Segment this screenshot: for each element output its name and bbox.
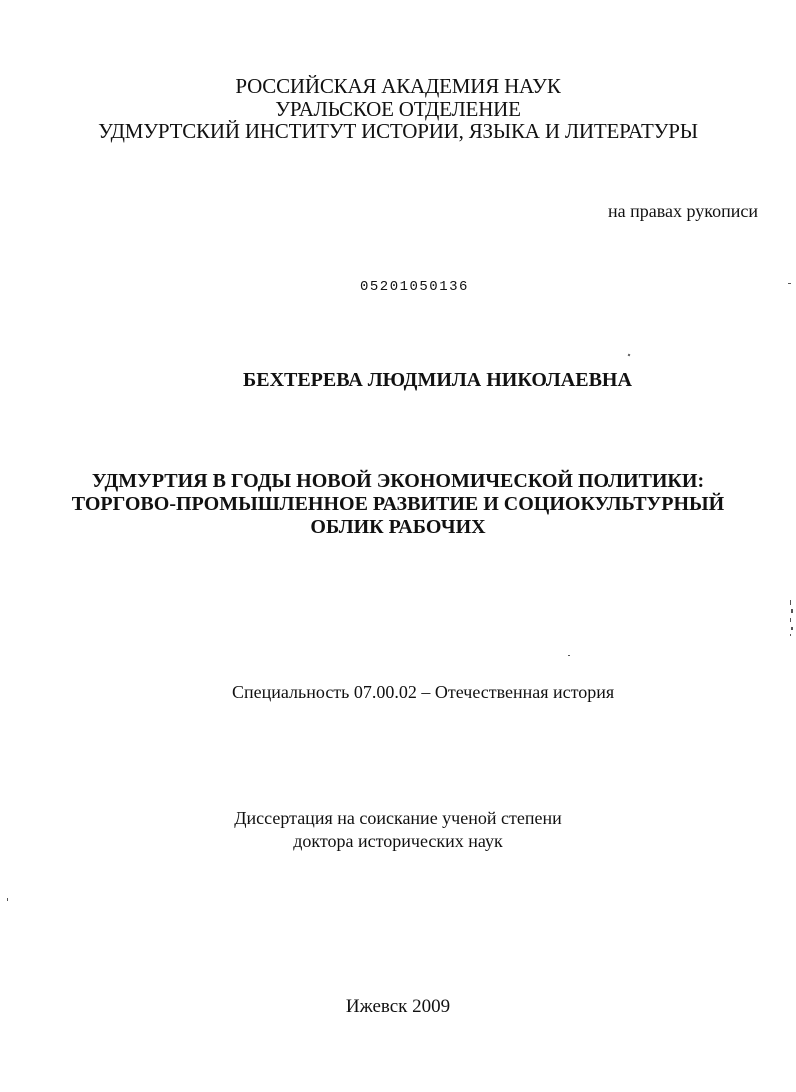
scan-speck bbox=[790, 600, 791, 605]
header-line-branch: УРАЛЬСКОЕ ОТДЕЛЕНИЕ bbox=[275, 97, 521, 121]
scan-speck bbox=[790, 634, 791, 636]
header-line-academy: РОССИЙСКАЯ АКАДЕМИЯ НАУК bbox=[235, 74, 561, 98]
degree-line-1: Диссертация на соискание ученой степени bbox=[234, 808, 562, 828]
title-line-3: ОБЛИК РАБОЧИХ bbox=[310, 516, 486, 538]
scan-speck bbox=[7, 898, 8, 901]
scan-speck bbox=[791, 627, 793, 630]
rights-note: на правах рукописи bbox=[608, 201, 758, 221]
degree-line-2: доктора исторических наук bbox=[293, 831, 503, 851]
scan-speck bbox=[790, 618, 791, 622]
author-name: БЕХТЕРЕВА ЛЮДМИЛА НИКОЛАЕВНА bbox=[243, 369, 632, 391]
place-and-year: Ижевск 2009 bbox=[345, 996, 451, 1017]
specialty-line: Специальность 07.00.02 – Отечественная история bbox=[232, 682, 615, 702]
title-line-2: ТОРГОВО-ПРОМЫШЛЕННОЕ РАЗВИТИЕ И СОЦИОКУЛЬТУРНЫЙ bbox=[71, 493, 725, 515]
registry-code: 05201050136 bbox=[360, 279, 469, 295]
scan-speck bbox=[568, 655, 570, 656]
header-line-institute: УДМУРТСКИЙ ИНСТИТУТ ИСТОРИИ, ЯЗЫКА И ЛИТЕРАТУРЫ bbox=[98, 119, 698, 143]
scan-speck bbox=[788, 283, 791, 284]
scan-speck bbox=[791, 609, 793, 613]
title-line-1: УДМУРТИЯ В ГОДЫ НОВОЙ ЭКОНОМИЧЕСКОЙ ПОЛИТИКИ: bbox=[91, 470, 705, 492]
scan-speck bbox=[628, 354, 631, 357]
